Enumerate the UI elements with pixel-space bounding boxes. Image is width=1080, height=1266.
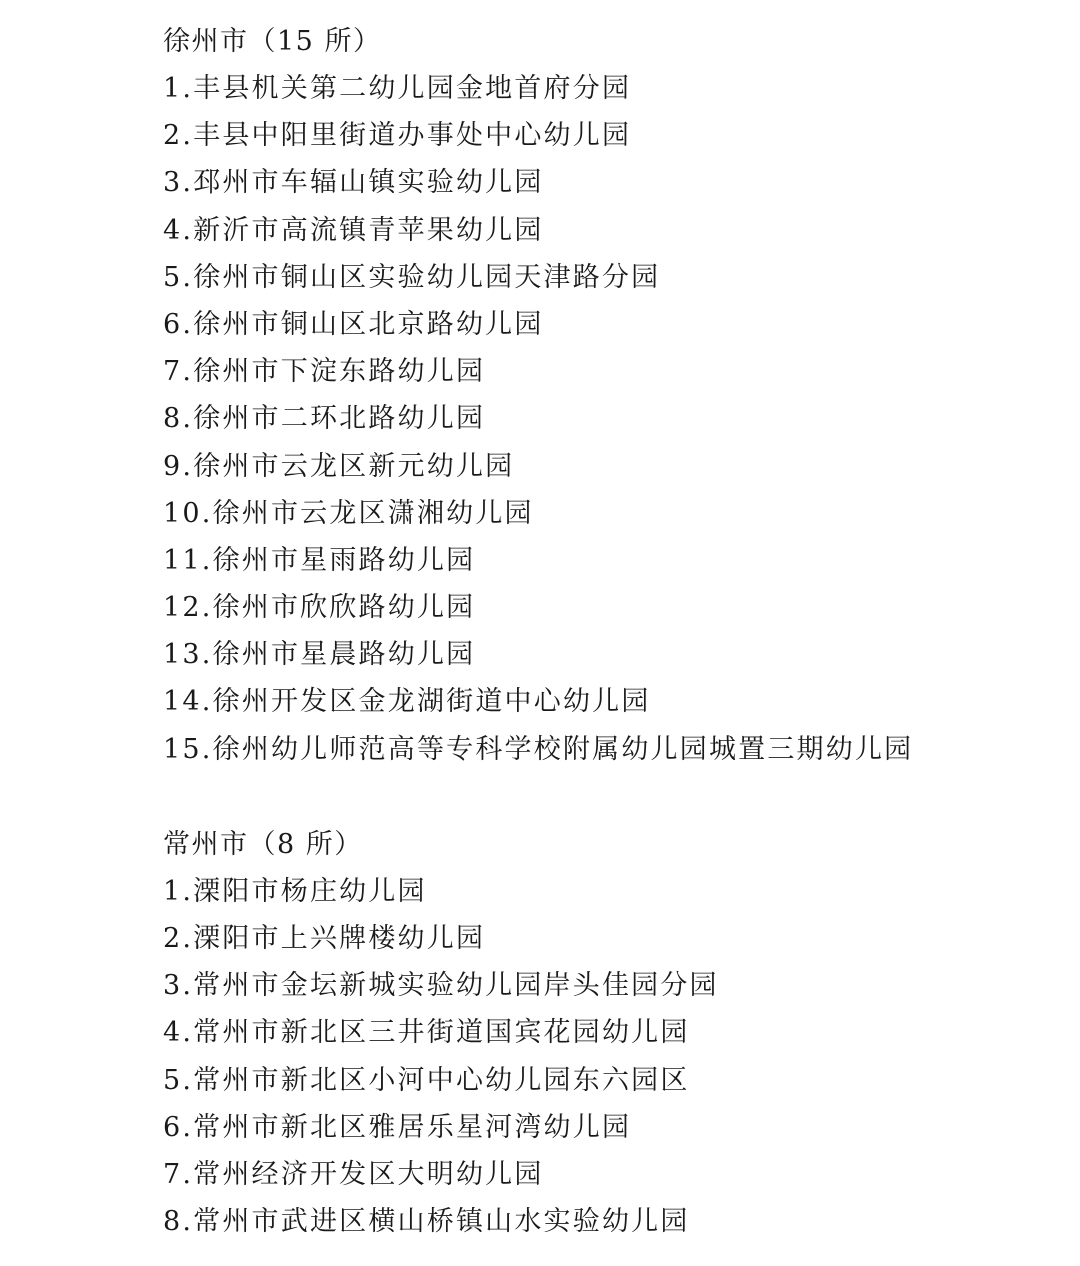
list-item: 3.邳州市车辐山镇实验幼儿园 xyxy=(163,167,544,199)
list-item: 5.常州市新北区小河中心幼儿园东六园区 xyxy=(163,1064,690,1096)
list-item: 8.常州市武进区横山桥镇山水实验幼儿园 xyxy=(163,1206,690,1238)
list-item: 5.徐州市铜山区实验幼儿园天津路分园 xyxy=(163,261,661,293)
list-item: 2.丰县中阳里街道办事处中心幼儿园 xyxy=(163,120,632,152)
section-title: 徐州市（15 所） xyxy=(163,26,382,57)
section-title: 常州市（8 所） xyxy=(163,828,363,860)
list-item: 8.徐州市二环北路幼儿园 xyxy=(163,403,486,435)
list-item: 6.常州市新北区雅居乐星河湾幼儿园 xyxy=(163,1111,632,1143)
list-item: 11.徐州市星雨路幼儿园 xyxy=(163,544,476,576)
list-item: 6.徐州市铜山区北京路幼儿园 xyxy=(163,308,544,340)
list-item: 15.徐州幼儿师范高等专科学校附属幼儿园城置三期幼儿园 xyxy=(163,733,914,765)
list-item: 7.徐州市下淀东路幼儿园 xyxy=(163,356,486,388)
list-item: 3.常州市金坛新城实验幼儿园岸头佳园分园 xyxy=(163,970,719,1002)
list-item: 10.徐州市云龙区潇湘幼儿园 xyxy=(163,497,534,529)
list-item: 2.溧阳市上兴牌楼幼儿园 xyxy=(163,923,486,954)
list-item: 12.徐州市欣欣路幼儿园 xyxy=(163,592,476,624)
list-item: 1.溧阳市杨庄幼儿园 xyxy=(163,875,427,907)
document-page xyxy=(163,18,1063,1245)
list-item: 9.徐州市云龙区新元幼儿园 xyxy=(163,450,515,482)
list-item: 7.常州经济开发区大明幼儿园 xyxy=(163,1158,544,1190)
list-item: 14.徐州开发区金龙湖街道中心幼儿园 xyxy=(163,686,651,718)
section-xuzhou xyxy=(163,18,1063,773)
list-item: 4.新沂市高流镇青苹果幼儿园 xyxy=(163,214,544,246)
section-changzhou xyxy=(163,821,1063,1246)
list-item: 4.常州市新北区三井街道国宾花园幼儿园 xyxy=(163,1017,690,1049)
kindergarten-list xyxy=(163,65,1063,773)
list-item: 1.丰县机关第二幼儿园金地首府分园 xyxy=(163,73,632,104)
kindergarten-list xyxy=(163,868,1063,1246)
list-item: 13.徐州市星晨路幼儿园 xyxy=(163,639,476,671)
